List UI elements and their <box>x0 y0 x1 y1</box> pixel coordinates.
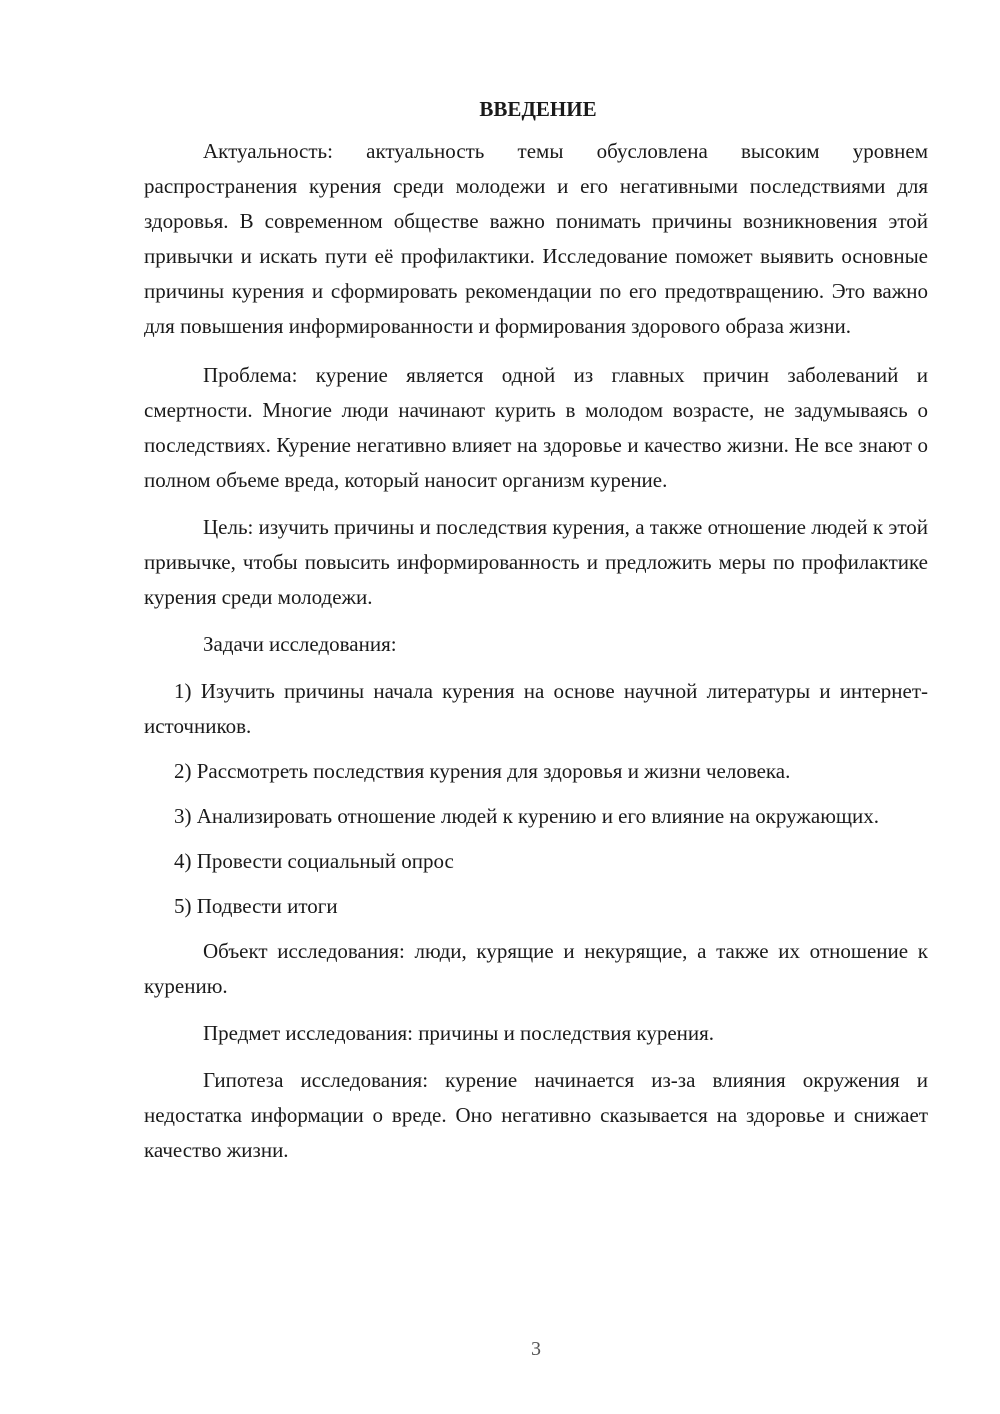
goal-paragraph: Цель: изучить причины и последствия курения, а также отношение людей к этой привычке, чтобы повысить информированность и предложить меры по профилактике курения среди молодежи. <box>144 515 928 609</box>
subject-paragraph: Предмет исследования: причины и последствия курения. <box>203 1021 715 1045</box>
object-paragraph: Объект исследования: люди, курящие и некурящие, а также их отношение к курению. <box>144 939 928 998</box>
page-number: 3 <box>531 1338 541 1360</box>
task-item-2: 2) Рассмотреть последствия курения для здоровья и жизни человека. <box>174 759 791 783</box>
task-item-1: 1) Изучить причины начала курения на основе научной литературы и интернет-источников. <box>144 679 928 738</box>
page-title: ВВЕДЕНИЕ <box>479 97 597 121</box>
task-item-5: 5) Подвести итоги <box>174 894 338 918</box>
tasks-heading: Задачи исследования: <box>203 632 397 656</box>
document-body <box>144 92 928 1180</box>
task-item-4: 4) Провести социальный опрос <box>174 849 454 873</box>
task-item-3: 3) Анализировать отношение людей к курению и его влияние на окружающих. <box>174 804 880 828</box>
relevance-paragraph: Актуальность: актуальность темы обусловлена высоким уровнем распространения курения среди молодежи и его негативными последствиями для здоровья. В современном обществе важно понимать причины возникновения этой привычки и искать пути её профилактики. Исследование поможет выявить основные причины курения и сформировать рекомендации по его предотвращению. Это важно для повышения информированности и формирования здорового образа жизни. <box>144 139 928 338</box>
problem-paragraph: Проблема: курение является одной из главных причин заболеваний и смертности. Многие люди начинают курить в молодом возрасте, не задумываясь о последствиях. Курение негативно влияет на здоровье и качество жизни. Не все знают о полном объеме вреда, который наносит организм курение. <box>144 363 928 492</box>
hypothesis-paragraph: Гипотеза исследования: курение начинается из-за влияния окружения и недостатка информации о вреде. Оно негативно сказывается на здоровье и снижает качество жизни. <box>144 1068 928 1162</box>
